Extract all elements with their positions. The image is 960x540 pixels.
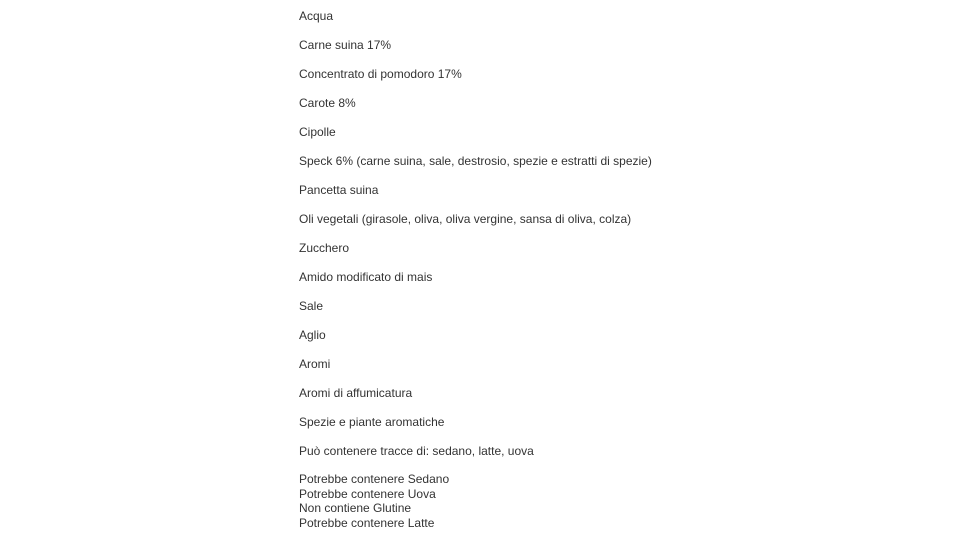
ingredient-item: Concentrato di pomodoro 17% — [299, 67, 462, 81]
allergen-notes — [299, 472, 919, 530]
ingredient-item: Spezie e piante aromatiche — [299, 415, 445, 429]
ingredient-item: Acqua — [299, 9, 334, 23]
ingredient-item: Aromi di affumicatura — [299, 386, 413, 400]
traces-note: Può contenere tracce di: sedano, latte, uova — [299, 444, 534, 458]
allergen-note: Potrebbe contenere Sedano — [299, 472, 450, 486]
ingredient-item: Zucchero — [299, 241, 350, 255]
allergen-note: Non contiene Glutine — [299, 501, 412, 515]
ingredients-list — [299, 8, 919, 472]
ingredient-item: Cipolle — [299, 125, 336, 139]
ingredient-item: Carote 8% — [299, 96, 356, 110]
ingredient-item: Speck 6% (carne suina, sale, destrosio, spezie e estratti di spezie) — [299, 154, 652, 168]
ingredient-item: Sale — [299, 299, 324, 313]
ingredient-item: Oli vegetali (girasole, oliva, oliva vergine, sansa di oliva, colza) — [299, 212, 632, 226]
ingredient-item: Aromi — [299, 357, 331, 371]
allergen-note: Potrebbe contenere Latte — [299, 515, 435, 530]
ingredient-item: Carne suina 17% — [299, 38, 392, 52]
ingredient-item: Amido modificato di mais — [299, 270, 433, 284]
ingredient-item: Pancetta suina — [299, 183, 379, 197]
ingredient-item: Aglio — [299, 328, 326, 342]
allergen-note: Potrebbe contenere Uova — [299, 486, 436, 501]
